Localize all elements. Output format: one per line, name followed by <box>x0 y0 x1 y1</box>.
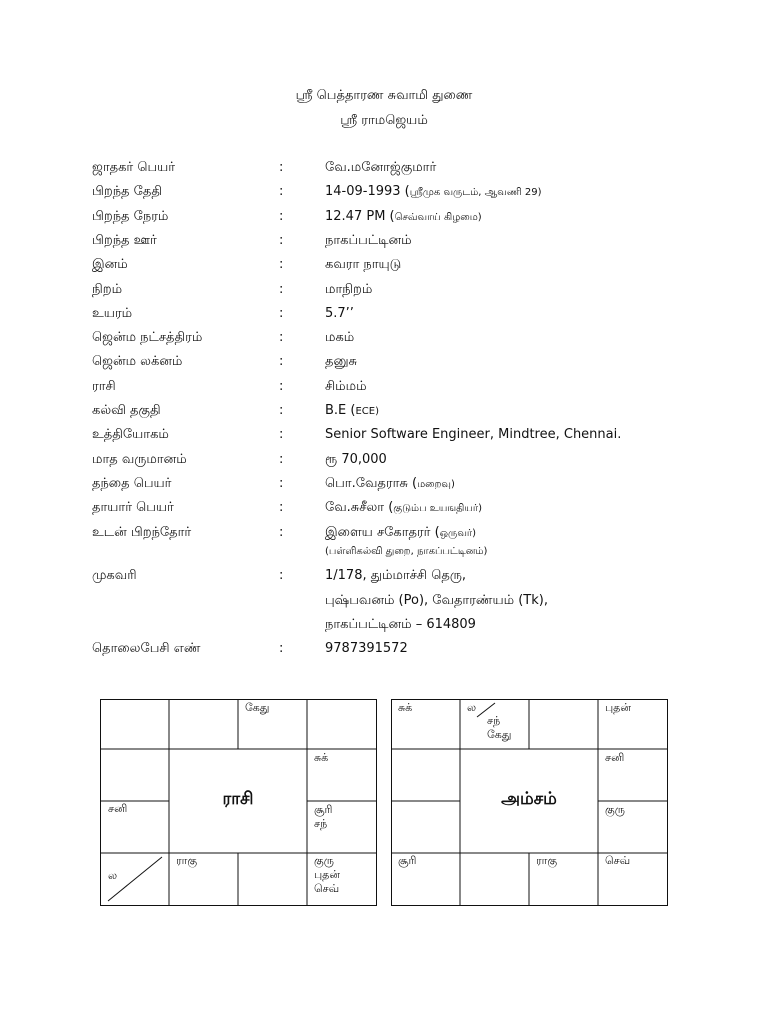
amsam-cell-r3c3 <box>605 854 630 868</box>
detail-label: உடன் பிறந்தோர் <box>92 525 192 540</box>
detail-colon: : <box>279 330 284 345</box>
detail-value <box>325 525 476 541</box>
detail-value-note: ECE) <box>355 406 379 417</box>
detail-label: கல்வி தகுதி <box>92 403 161 418</box>
detail-value-text: B.E ( <box>325 403 356 418</box>
detail-value-text: 14-09-1993 ( <box>325 184 410 199</box>
detail-label: பிறந்த தேதி <box>92 184 162 199</box>
detail-value-note: செவ்வாய் கிழமை) <box>394 212 482 223</box>
planet-label: சூரி <box>314 803 333 816</box>
detail-value <box>325 209 482 224</box>
detail-value-note: ஒருவர்) <box>439 528 477 539</box>
planet-label: குரு <box>605 803 625 816</box>
rasi-cell-r0c2 <box>245 701 269 715</box>
address-line-3: நாகப்பட்டினம் – 614809 <box>325 617 476 632</box>
detail-colon: : <box>279 282 284 297</box>
amsam-cell-r3c2 <box>536 854 557 868</box>
detail-colon: : <box>279 525 284 540</box>
invocation-line-1: ஸ்ரீ பெத்தாரண சுவாமி துணை <box>295 88 473 103</box>
planet-label: சுக் <box>398 701 413 714</box>
planet-label: செவ் <box>314 882 340 895</box>
detail-value-note: மறைவு) <box>417 479 455 490</box>
detail-value <box>325 379 367 395</box>
address-row-2 <box>0 593 768 613</box>
detail-value-note: ஸ்ரீமுக வருடம், ஆவணி 29) <box>409 187 542 198</box>
detail-label: பிறந்த நேரம் <box>92 209 169 224</box>
detail-label: பிறந்த ஊர் <box>92 233 157 248</box>
detail-label: ராசி <box>92 379 116 394</box>
detail-value-text: 12.47 PM ( <box>325 209 395 224</box>
detail-colon: : <box>279 500 284 515</box>
detail-colon: : <box>279 257 284 272</box>
detail-row <box>0 306 768 326</box>
phone-row <box>0 641 768 661</box>
detail-value <box>325 306 354 321</box>
detail-value-text: மகம் <box>325 330 355 345</box>
lagna-label: ல <box>108 869 118 882</box>
planet-label: சனி <box>605 751 625 764</box>
planet-label: கேது <box>245 701 270 714</box>
detail-value-text: மாநிறம் <box>325 282 373 297</box>
planet-label: கேது <box>487 728 512 741</box>
detail-value-text: தனுசு <box>325 354 358 369</box>
detail-colon: : <box>279 476 284 491</box>
detail-value <box>325 500 482 516</box>
detail-colon: : <box>279 379 284 394</box>
lagna-label: ல <box>467 701 477 714</box>
detail-value <box>325 330 354 346</box>
address-label: முகவரி <box>92 568 137 583</box>
rasi-chart-title: ராசி <box>222 789 254 809</box>
amsam-cell-r0c1-top <box>467 701 476 715</box>
amsam-cell-r3c0 <box>398 854 416 868</box>
detail-value-text: ரூ 70,000 <box>325 452 387 467</box>
detail-row <box>0 282 768 302</box>
rasi-cell-r3c3 <box>314 854 340 896</box>
detail-value <box>325 452 387 468</box>
detail-value <box>325 427 621 442</box>
rasi-cell-r3c0 <box>108 869 117 883</box>
detail-row <box>0 184 768 204</box>
detail-label: தாயார் பெயர் <box>92 500 174 515</box>
amsam-cell-r1c3 <box>605 751 624 765</box>
detail-colon: : <box>279 403 284 418</box>
detail-value-text: 5.7’’ <box>325 306 354 321</box>
address-line-2: புஷ்பவனம் (Po), வேதாரண்யம் (Tk), <box>325 593 548 608</box>
rasi-chart <box>100 699 378 907</box>
detail-label: உயரம் <box>92 306 133 321</box>
detail-label: தந்தை பெயர் <box>92 476 172 491</box>
address-row <box>0 568 768 588</box>
detail-value <box>325 476 455 492</box>
planet-label: சனி <box>108 802 128 815</box>
detail-value-text: சிம்மம் <box>325 379 367 394</box>
detail-colon: : <box>279 184 284 199</box>
detail-colon: : <box>279 233 284 248</box>
planet-label: குரு <box>314 854 334 867</box>
detail-label: ஜென்ம நட்சத்திரம் <box>92 330 203 345</box>
detail-value-text: Senior Software Engineer, Mindtree, Chennai. <box>325 427 622 442</box>
detail-label: உத்தியோகம் <box>92 427 169 442</box>
detail-value-text: வே.சுசீலா ( <box>325 500 394 515</box>
phone-value: 9787391572 <box>325 641 408 656</box>
detail-value <box>325 403 379 418</box>
planet-label: புதன் <box>605 701 632 714</box>
detail-row <box>0 330 768 350</box>
detail-label: ஜாதகர் பெயர் <box>92 160 176 175</box>
detail-value <box>325 233 412 249</box>
detail-value-text: பொ.வேதராசு ( <box>325 476 418 491</box>
detail-row <box>0 427 768 447</box>
rasi-cell-r2c0 <box>108 802 127 816</box>
planet-label: சுக் <box>314 751 329 764</box>
detail-row <box>0 233 768 253</box>
detail-colon: : <box>279 160 284 175</box>
amsam-cell-r0c3 <box>605 701 631 715</box>
detail-row <box>0 500 768 520</box>
address-colon: : <box>279 568 284 583</box>
detail-colon: : <box>279 354 284 369</box>
detail-value-text: வே.மனோஜ்குமார் <box>325 160 437 175</box>
amsam-chart <box>391 699 669 907</box>
amsam-cell-r0c1-bottom <box>487 714 511 742</box>
phone-colon: : <box>279 641 284 656</box>
sibling-note: (பள்ளிகல்வி துறை, நாகப்பட்டினம்) <box>325 546 488 557</box>
detail-value <box>325 160 436 176</box>
detail-label: இனம் <box>92 257 128 272</box>
detail-row <box>0 354 768 374</box>
rasi-cell-r1c3 <box>314 751 328 765</box>
planet-label: சூரி <box>398 854 417 867</box>
amsam-cell-r2c3 <box>605 803 625 817</box>
invocation-line-2: ஸ்ரீ ராமஜெயம் <box>340 113 428 128</box>
address-row-3 <box>0 617 768 637</box>
detail-label: நிறம் <box>92 282 123 297</box>
planet-label: சந் <box>487 714 501 727</box>
detail-value <box>325 282 372 298</box>
detail-value <box>325 184 542 199</box>
detail-row <box>0 257 768 277</box>
detail-label: மாத வருமானம் <box>92 452 187 467</box>
planet-label: ராகு <box>176 854 198 867</box>
rasi-cell-r2c3 <box>314 803 332 831</box>
planet-label: சந் <box>314 817 328 830</box>
detail-value-text: நாகப்பட்டினம் <box>325 233 412 248</box>
amsam-chart-title: அம்சம் <box>501 789 557 809</box>
rasi-cell-r3c1 <box>176 854 197 868</box>
amsam-cell-r0c0 <box>398 701 412 715</box>
detail-row <box>0 379 768 399</box>
detail-colon: : <box>279 306 284 321</box>
detail-row <box>0 403 768 423</box>
detail-label: ஜென்ம லக்னம் <box>92 354 183 369</box>
phone-label: தொலைபேசி எண் <box>92 641 201 656</box>
detail-value-text: கவரா நாயுடு <box>325 257 402 272</box>
planet-label: புதன் <box>314 868 341 881</box>
detail-row <box>0 209 768 229</box>
detail-value <box>325 354 357 370</box>
detail-row <box>0 452 768 472</box>
detail-colon: : <box>279 209 284 224</box>
detail-value <box>325 257 401 273</box>
sibling-note-row <box>0 546 768 566</box>
detail-row <box>0 525 768 545</box>
planet-label: செவ் <box>605 854 631 867</box>
detail-colon: : <box>279 427 284 442</box>
detail-row <box>0 160 768 180</box>
detail-value-text: இளைய சகோதரர் ( <box>325 525 440 540</box>
detail-value-note: குடும்ப உயஙதியர்) <box>393 503 483 514</box>
detail-colon: : <box>279 452 284 467</box>
detail-row <box>0 476 768 496</box>
address-line-1: 1/178, தும்மாச்சி தெரு, <box>325 568 466 583</box>
planet-label: ராகு <box>536 854 558 867</box>
